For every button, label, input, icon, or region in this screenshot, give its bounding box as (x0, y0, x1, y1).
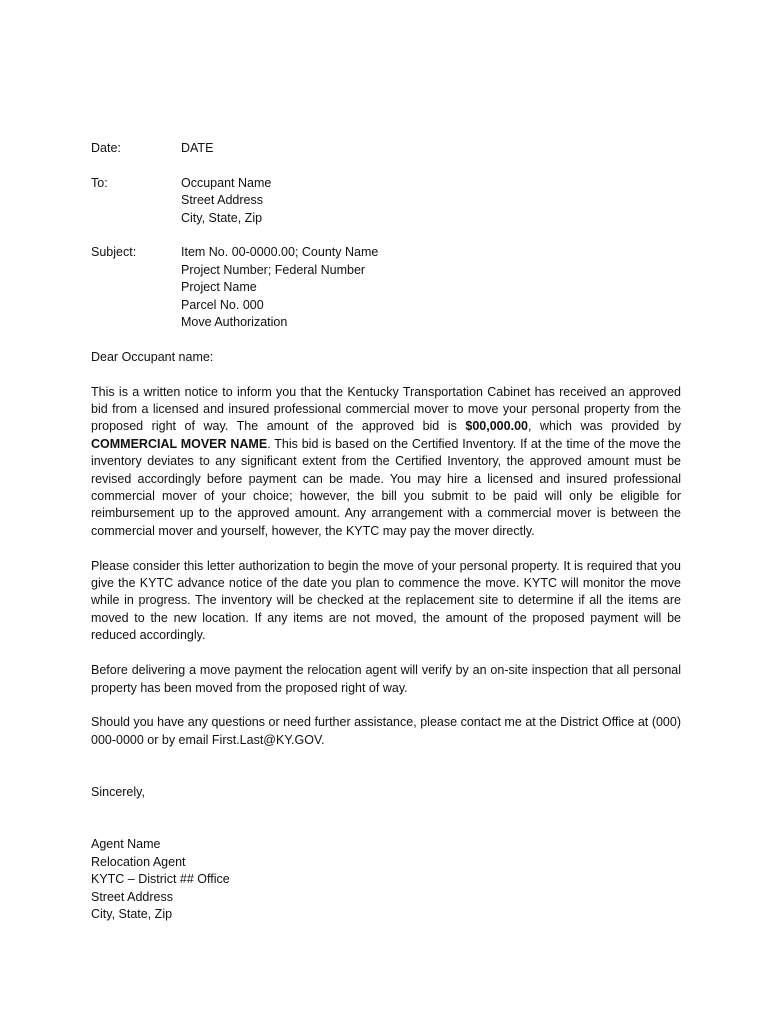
commercial-mover-name: COMMERCIAL MOVER NAME (91, 436, 268, 451)
subject-label: Subject: (91, 245, 137, 260)
body-paragraph-1 (91, 384, 681, 541)
letter-page (91, 140, 681, 923)
signature-office: KYTC – District ## Office (91, 872, 230, 887)
closing: Sincerely, (91, 785, 145, 800)
to-line-street: Street Address (181, 193, 263, 208)
subject-line-type: Move Authorization (181, 315, 288, 330)
body-paragraph-2: Please consider this letter authorization to begin the move of your personal property. It is required that you give the KYTC advance notice of the date you plan to commence the move. KYTC will monitor the move while in progress. The inventory will be checked at the replacement site to determine if all the items are moved to the new location. If any items are not moved, the amount of the proposed payment will be reduced accordingly. (91, 558, 681, 643)
subject-line-item: Item No. 00-0000.00; County Name (181, 245, 379, 260)
subject-block (181, 244, 681, 331)
salutation: Dear Occupant name: (91, 349, 214, 364)
p1-text-c: . This bid is based on the Certified Inventory. If at the time of the move the inventory deviates to any significant extent from the Certified Inventory, the approved amount must be revised accordingly before payment can be made. You may hire a licensed and insured professional commercial mover of your choice; however, the bill you submit to be paid will only be eligible for reimbursement up to the approved amount. Any arrangement with a commercial mover is between the commercial mover and yourself, however, the KYTC may pay the mover directly. (91, 436, 681, 538)
to-address (181, 175, 681, 227)
body-paragraph-3: Before delivering a move payment the relocation agent will verify by an on-site inspection that all personal property has been moved from the proposed right of way. (91, 663, 681, 695)
subject-line-parcel: Parcel No. 000 (181, 297, 264, 312)
to-label: To: (91, 175, 108, 190)
p1-text-b: , which was provided by (527, 419, 682, 434)
subject-line-project-name: Project Name (181, 280, 257, 295)
subject-line-project-number: Project Number; Federal Number (181, 262, 366, 277)
approved-bid-amount: $00,000.00 (465, 419, 528, 434)
date-label: Date: (91, 141, 121, 155)
to-line-city: City, State, Zip (181, 210, 263, 225)
signature-block (91, 836, 681, 923)
p1-text-a: This is a written notice to inform you that the Kentucky Transportation Cabinet has received an approved bid from a licensed and insured professional commercial mover to move your personal property from the proposed right of way. The amount of the approved bid is (91, 384, 681, 434)
date-value: DATE (181, 141, 214, 155)
subject-row (91, 244, 681, 331)
signature-street: Street Address (91, 889, 173, 904)
date-row (91, 140, 681, 157)
signature-agent-name: Agent Name (91, 837, 161, 852)
to-row (91, 175, 681, 227)
signature-title: Relocation Agent (91, 854, 186, 869)
to-line-name: Occupant Name (181, 175, 272, 190)
body-paragraph-4: Should you have any questions or need further assistance, please contact me at the District Office at (000) 000-0000 or by email First.Last@KY.GOV. (91, 715, 681, 747)
signature-city: City, State, Zip (91, 906, 173, 921)
